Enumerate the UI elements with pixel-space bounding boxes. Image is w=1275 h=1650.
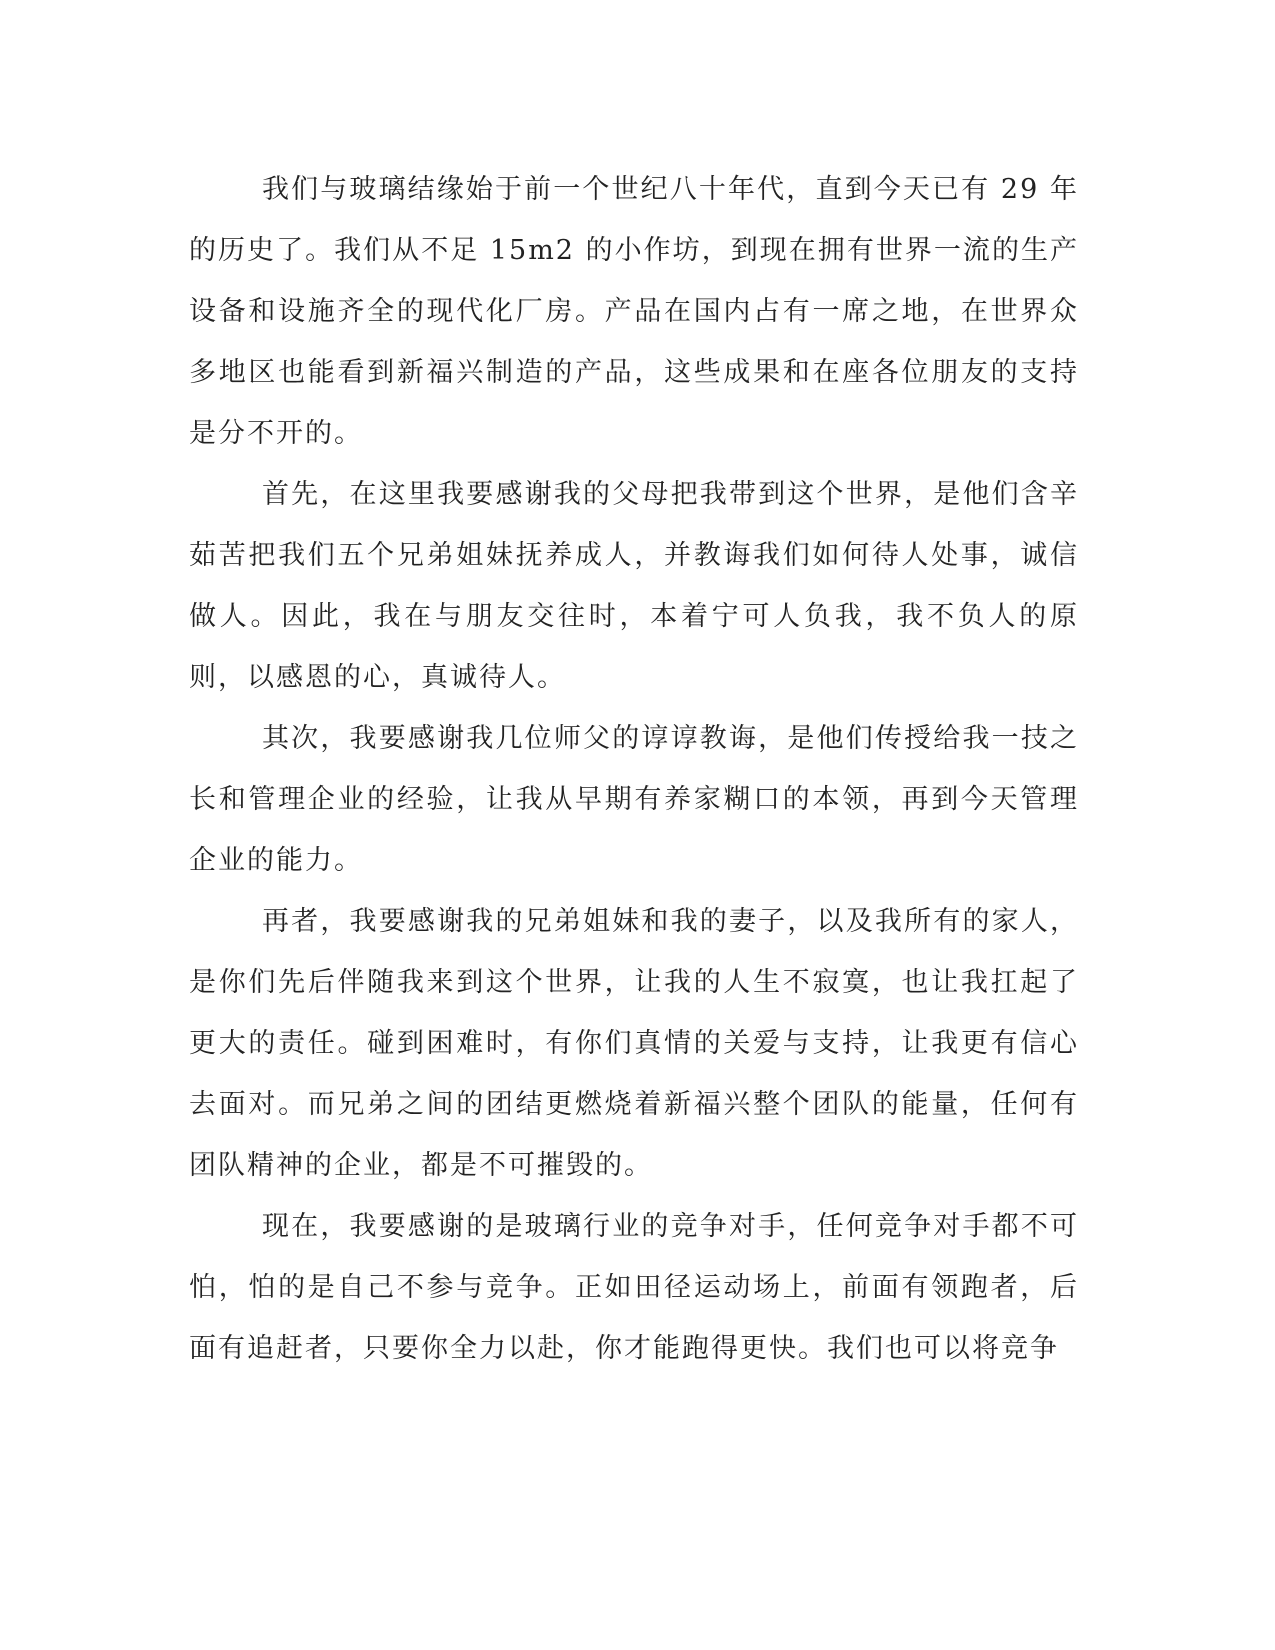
paragraph-thanks-competitors: 现在，我要感谢的是玻璃行业的竞争对手，任何竞争对手都不可怕，怕的是自己不参与竞争。正如田径运动场上，前面有领跑者，后面有追赶者，只要你全力以赴，你才能跑得更快。我们也可以将竞争	[189, 1211, 1079, 1364]
document-body	[189, 159, 1079, 1379]
paragraph-history: 我们与玻璃结缘始于前一个世纪八十年代，直到今天已有 29 年的历史了。我们从不足 15m2 的小作坊，到现在拥有世界一流的生产设备和设施齐全的现代化厂房。产品在国内占有一席之地，在世界众多地区也能看到新福兴制造的产品，这些成果和在座各位朋友的支持是分不开的。	[189, 174, 1079, 449]
paragraph-thanks-parents: 首先，在这里我要感谢我的父母把我带到这个世界，是他们含辛茹苦把我们五个兄弟姐妹抚养成人，并教诲我们如何待人处事，诚信做人。因此，我在与朋友交往时，本着宁可人负我，我不负人的原则，以感恩的心，真诚待人。	[189, 479, 1079, 693]
paragraph-thanks-mentors: 其次，我要感谢我几位师父的谆谆教诲，是他们传授给我一技之长和管理企业的经验，让我从早期有养家糊口的本领，再到今天管理企业的能力。	[189, 723, 1079, 876]
paragraph-thanks-family: 再者，我要感谢我的兄弟姐妹和我的妻子，以及我所有的家人，是你们先后伴随我来到这个世界，让我的人生不寂寞，也让我扛起了更大的责任。碰到困难时，有你们真情的关爱与支持，让我更有信心去面对。而兄弟之间的团结更燃烧着新福兴整个团队的能量，任何有团队精神的企业，都是不可摧毁的。	[189, 906, 1079, 1181]
